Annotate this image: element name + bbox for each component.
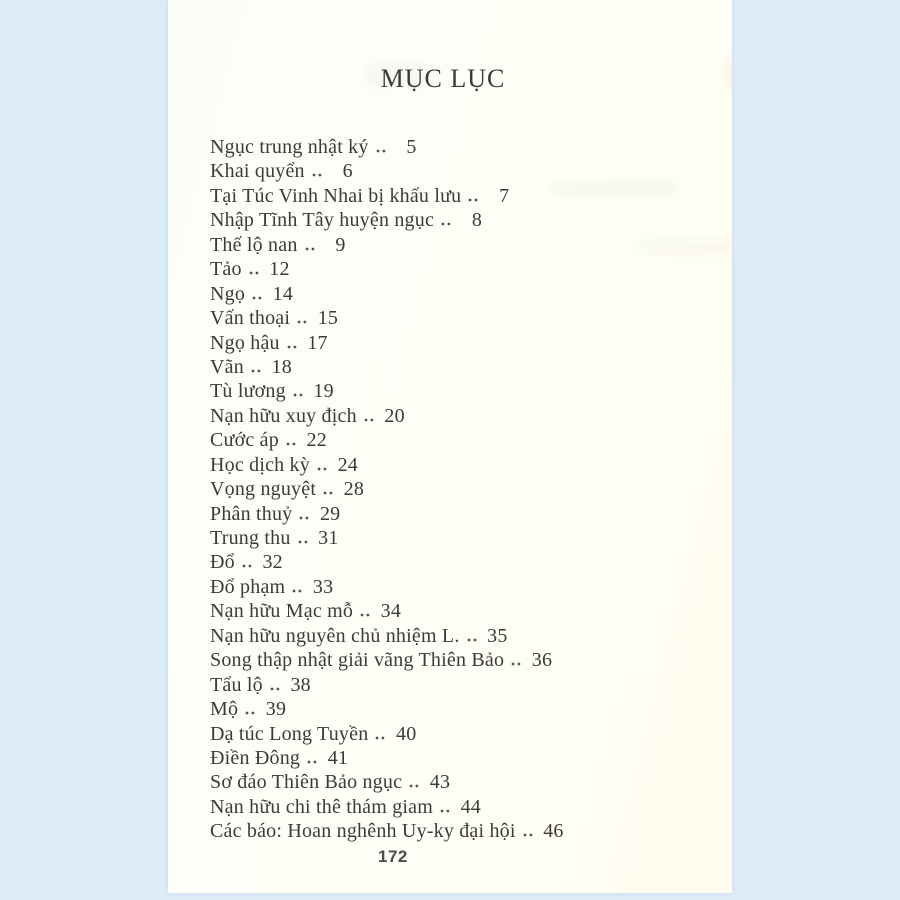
toc-dot-leader <box>305 247 315 251</box>
toc-entry-title: Đổ <box>210 551 235 574</box>
toc-row <box>210 283 676 307</box>
toc-entry-page: 6 <box>342 160 353 183</box>
toc-dot-leader <box>317 467 327 471</box>
toc-entry-title: Tảo <box>210 258 242 281</box>
toc-dot-leader <box>287 345 297 349</box>
toc-dot-leader <box>468 198 478 202</box>
toc-dot-leader <box>286 442 296 446</box>
toc-entry-title: Thế lộ nan <box>210 233 298 256</box>
book-page-scan <box>168 0 732 893</box>
toc-row <box>210 332 676 356</box>
toc-entry-page: 7 <box>499 184 510 207</box>
toc-entry-page: 40 <box>396 722 417 745</box>
toc-dot-leader <box>376 149 386 153</box>
toc-entry-page: 39 <box>265 698 287 721</box>
toc-row <box>210 380 676 404</box>
toc-list <box>210 136 676 845</box>
toc-entry-title: Vấn thoại <box>210 307 291 330</box>
toc-dot-leader <box>364 418 374 422</box>
toc-row <box>210 478 676 502</box>
toc-dot-leader <box>292 589 302 593</box>
toc-row <box>210 674 676 698</box>
toc-row <box>210 796 676 820</box>
toc-entry-title: Nạn hữu xuy địch <box>210 404 357 427</box>
toc-entry-page: 31 <box>318 527 339 549</box>
toc-entry-title: Điền Đông <box>210 746 301 769</box>
toc-entry-title: Vãn <box>210 355 244 378</box>
toc-row <box>210 234 676 258</box>
toc-entry-page: 9 <box>335 233 346 256</box>
toc-entry-title: Nhập Tĩnh Tây huyện ngục <box>210 209 435 232</box>
toc-entry-page: 33 <box>312 575 334 598</box>
toc-dot-leader <box>299 516 309 520</box>
toc-row <box>210 625 676 649</box>
toc-entry-page: 29 <box>319 502 341 525</box>
toc-row <box>210 771 676 795</box>
toc-dot-leader <box>297 320 307 324</box>
toc-entry-title: Tẩu lộ <box>210 673 263 696</box>
toc-entry-title: Mộ <box>210 698 239 721</box>
scan-bleedthrough-artifact <box>726 58 732 90</box>
toc-row <box>210 136 676 160</box>
toc-dot-leader <box>360 613 370 617</box>
toc-dot-leader <box>270 687 280 691</box>
toc-entry-title: Các báo: Hoan nghênh Uy-ky đại hội <box>210 820 516 843</box>
toc-entry-title: Nạn hữu nguyên chủ nhiệm L. <box>210 624 460 647</box>
toc-entry-page: 14 <box>272 282 294 305</box>
toc-row <box>210 747 676 771</box>
toc-entry-page: 34 <box>380 600 402 623</box>
toc-entry-title: Ngọ <box>210 282 246 305</box>
toc-entry-title: Tù lương <box>210 380 286 403</box>
toc-row <box>210 307 676 331</box>
toc-entry-title: Phân thuỷ <box>210 502 293 525</box>
toc-entry-page: 41 <box>327 746 349 769</box>
toc-row <box>210 405 676 429</box>
toc-entry-page: 24 <box>337 453 358 476</box>
toc-entry-page: 22 <box>306 429 327 452</box>
toc-row <box>210 820 676 844</box>
toc-entry-page: 44 <box>460 795 482 818</box>
toc-dot-leader <box>307 760 317 764</box>
toc-entry-title: Khai quyển <box>210 160 305 183</box>
toc-entry-page: 46 <box>543 820 564 843</box>
toc-entry-page: 28 <box>343 478 365 501</box>
toc-dot-leader <box>523 833 533 837</box>
toc-row <box>210 698 676 722</box>
toc-entry-title: Nạn hữu chi thê thám giam <box>210 795 434 818</box>
toc-entry-title: Dạ túc Long Tuyền <box>210 722 369 745</box>
toc-row <box>210 185 676 209</box>
toc-entry-page: 38 <box>290 673 311 696</box>
toc-dot-leader <box>298 540 308 544</box>
toc-dot-leader <box>251 369 261 373</box>
toc-entry-page: 19 <box>313 380 334 403</box>
toc-dot-leader <box>249 271 259 275</box>
toc-row <box>210 576 676 600</box>
toc-row <box>210 600 676 624</box>
footer-page-number: 172 <box>378 847 408 866</box>
toc-dot-leader <box>441 222 451 226</box>
toc-row <box>210 551 676 575</box>
toc-row <box>210 454 676 478</box>
toc-dot-leader <box>323 491 333 495</box>
toc-entry-title: Vọng nguyệt <box>210 478 317 501</box>
toc-dot-leader <box>375 736 385 740</box>
toc-entry-page: 17 <box>307 331 328 354</box>
toc-entry-title: Nạn hữu Mạc mỗ <box>210 600 354 623</box>
toc-dot-leader <box>409 784 419 788</box>
toc-dot-leader <box>511 662 521 666</box>
toc-row <box>210 649 676 673</box>
toc-dot-leader <box>245 711 255 715</box>
toc-entry-page: 36 <box>531 649 553 672</box>
toc-dot-leader <box>252 296 262 300</box>
toc-row <box>210 723 676 747</box>
toc-row <box>210 527 676 551</box>
toc-entry-title: Trung thu <box>210 527 291 549</box>
toc-dot-leader <box>440 809 450 813</box>
toc-entry-title: Cước áp <box>210 429 279 452</box>
toc-row <box>210 258 676 282</box>
toc-row <box>210 209 676 233</box>
toc-entry-title: Học dịch kỳ <box>210 453 310 476</box>
toc-dot-leader <box>293 393 303 397</box>
toc-entry-title: Sơ đáo Thiên Bảo ngục <box>210 771 403 794</box>
toc-entry-title: Ngục trung nhật ký <box>210 136 369 158</box>
toc-dot-leader <box>242 564 252 568</box>
toc-entry-page: 32 <box>262 551 283 574</box>
toc-dot-leader <box>467 638 477 642</box>
toc-entry-title: Tại Túc Vinh Nhai bị khấu lưu <box>210 184 462 207</box>
toc-entry-page: 20 <box>384 404 405 427</box>
toc-entry-page: 43 <box>429 771 451 794</box>
toc-entry-title: Đổ phạm <box>210 575 286 598</box>
toc-entry-page: 18 <box>271 355 292 378</box>
toc-entry-title: Ngọ hậu <box>210 331 280 354</box>
toc-row <box>210 356 676 380</box>
toc-entry-page: 15 <box>317 307 339 330</box>
toc-entry-title: Song thập nhật giải vãng Thiên Bảo <box>210 649 505 672</box>
toc-row <box>210 429 676 453</box>
toc-dot-leader <box>312 173 322 177</box>
toc-row <box>210 503 676 527</box>
toc-entry-page: 35 <box>487 624 508 647</box>
toc-entry-page: 5 <box>406 136 417 158</box>
toc-row <box>210 160 676 184</box>
toc-entry-page: 12 <box>269 258 290 281</box>
page-content <box>210 0 676 845</box>
toc-entry-page: 8 <box>471 209 483 232</box>
page-title: MỤC LỤC <box>380 64 506 93</box>
